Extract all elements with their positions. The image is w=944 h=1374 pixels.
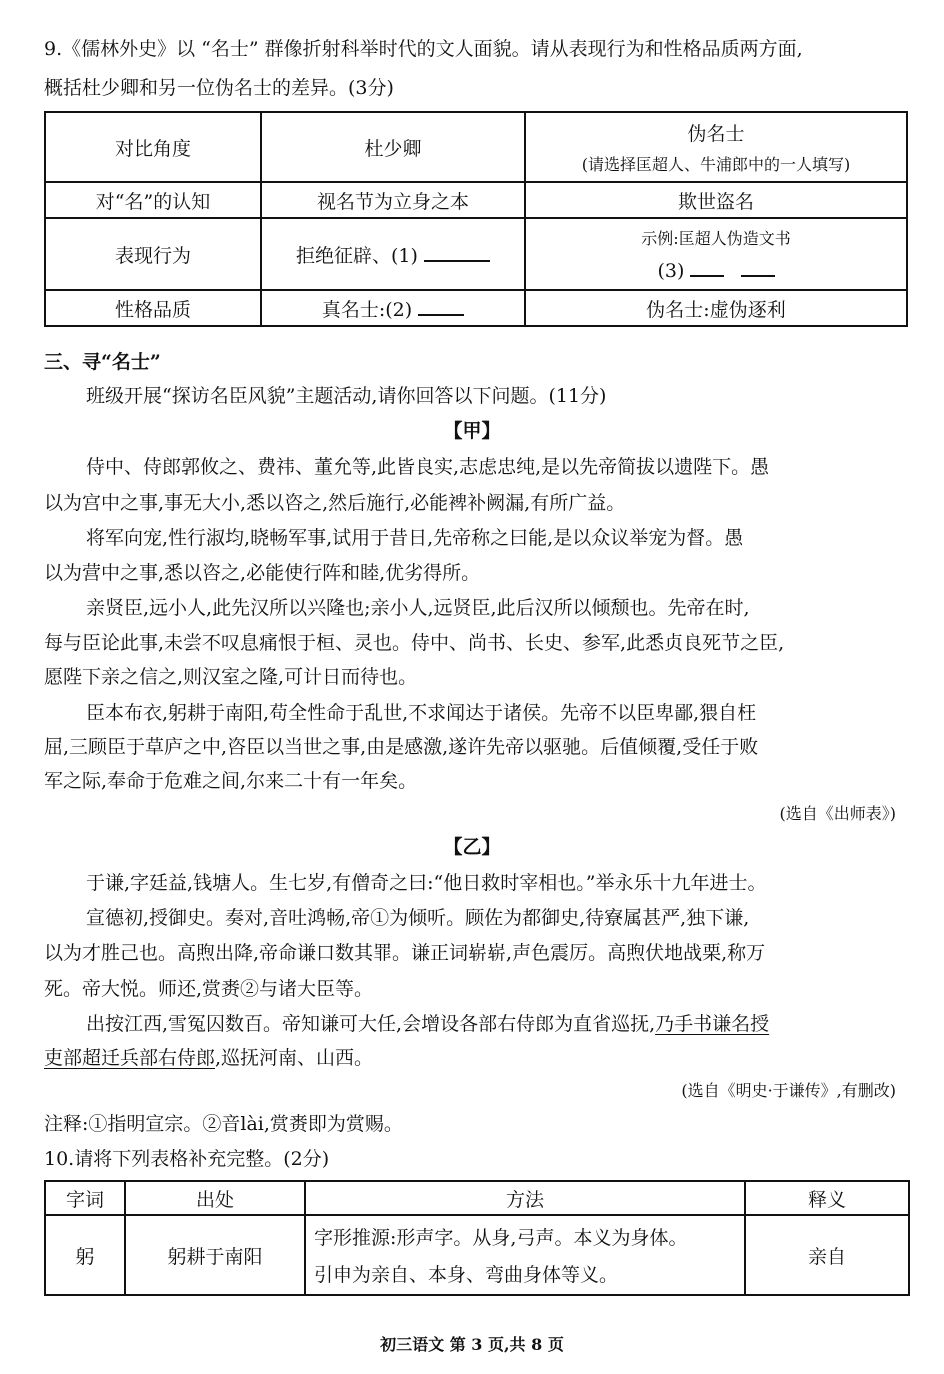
q9-row2-fake <box>525 218 907 290</box>
q10-header-source: 出处 <box>125 1181 305 1215</box>
yi-line-6-plain: ,巡抚河南、山西。 <box>215 1047 374 1069</box>
jia-heading: 【甲】 <box>443 420 501 442</box>
yi-source: (选自《明史·于谦传》,有删改) <box>681 1081 896 1100</box>
q9-header-fake-scholar <box>525 112 907 182</box>
q9-prompt-line2: 概括杜少卿和另一位伪名士的差异。(3分) <box>44 77 394 99</box>
jia-line: 以为营中之事,悉以咨之,必能使行阵和睦,优劣得所。 <box>44 562 481 584</box>
q9-header-angle: 对比角度 <box>45 112 261 182</box>
yi-line: 以为才胜己也。高煦出降,帝命谦口数其罪。谦正词崭崭,声色震厉。高煦伏地战栗,称万 <box>44 942 766 964</box>
q10-header-method: 方法 <box>305 1181 745 1215</box>
q9-row2-fake-label: (3) <box>657 260 685 282</box>
yi-line: 宣德初,授御史。奏对,音吐鸿畅,帝①为倾听。顾佐为都御史,待寮属甚严,独下谦, <box>86 907 750 929</box>
q9-comparison-table <box>44 111 908 327</box>
q9-row3-angle: 性格品质 <box>45 290 261 326</box>
q9-row2-fake-example: 示例:匡超人伪造文书 <box>641 229 791 248</box>
q10-prompt: 10.请将下列表格补充完整。(2分) <box>44 1148 330 1170</box>
q9-row3-fake: 伪名士:虚伪逐利 <box>525 290 907 326</box>
q9-row2-du-text: 拒绝征辟、(1) <box>296 244 418 267</box>
q10-method-line2: 引申为亲自、本身、弯曲身体等义。 <box>314 1264 619 1286</box>
q9-blank-2[interactable] <box>418 296 464 316</box>
q9-header-dushaoqing: 杜少卿 <box>261 112 525 182</box>
yi-line-5-plain: 出按江西,雪冤囚数百。帝知谦可大任,会增设各部右侍郎为直省巡抚, <box>86 1013 656 1035</box>
yi-line-5 <box>86 1011 769 1037</box>
q9-blank-3b[interactable] <box>741 257 775 277</box>
jia-line: 臣本布衣,躬耕于南阳,苟全性命于乱世,不求闻达于诸侯。先帝不以臣卑鄙,猥自枉 <box>86 702 757 724</box>
q10-header-meaning: 释义 <box>745 1181 909 1215</box>
q9-header-fake-hint: (请选择匡超人、牛浦郎中的一人填写) <box>581 155 851 174</box>
q9-row1-du: 视名节为立身之本 <box>261 182 525 218</box>
q10-header-word: 字词 <box>45 1181 125 1215</box>
annotation-notes: 注释:①指明宣宗。②音lài,赏赉即为赏赐。 <box>44 1113 403 1135</box>
jia-line: 亲贤臣,远小人,此先汉所以兴隆也;亲小人,远贤臣,此后汉所以倾颓也。先帝在时, <box>86 597 750 619</box>
yi-line: 死。帝大悦。师还,赏赉②与诸大臣等。 <box>44 978 374 1000</box>
yi-heading: 【乙】 <box>443 836 501 858</box>
jia-line: 屈,三顾臣于草庐之中,咨臣以当世之事,由是感激,遂许先帝以驱驰。后值倾覆,受任于败 <box>44 736 759 758</box>
jia-line: 军之际,奉命于危难之间,尔来二十有一年矣。 <box>44 770 418 792</box>
q10-cell-meaning: 亲自 <box>745 1215 909 1295</box>
q9-header-fake-title: 伪名士 <box>687 123 745 145</box>
q9-prompt-line1: 9.《儒林外史》以 “名士” 群像折射科举时代的文人面貌。请从表现行为和性格品质两方面, <box>44 38 803 60</box>
jia-line: 侍中、侍郎郭攸之、费祎、董允等,此皆良实,志虑忠纯,是以先帝简拔以遗陛下。愚 <box>86 456 770 478</box>
q10-cell-source: 躬耕于南阳 <box>125 1215 305 1295</box>
q9-row2-du <box>261 218 525 290</box>
q9-blank-3a[interactable] <box>690 257 724 277</box>
section3-intro: 班级开展“探访名臣风貌”主题活动,请你回答以下问题。(11分) <box>86 385 607 407</box>
q9-row1-fake: 欺世盗名 <box>525 182 907 218</box>
q9-row3-du-text: 真名士:(2) <box>321 298 413 321</box>
q9-row1-angle: 对“名”的认知 <box>45 182 261 218</box>
jia-source: (选自《出师表》) <box>779 804 896 823</box>
yi-line: 于谦,字廷益,钱塘人。生七岁,有僧奇之曰:“他日救时宰相也。”举永乐十九年进士。 <box>86 872 767 894</box>
q9-blank-1[interactable] <box>424 242 490 262</box>
q9-row3-du <box>261 290 525 326</box>
jia-line: 以为宫中之事,事无大小,悉以咨之,然后施行,必能裨补阙漏,有所广益。 <box>44 492 626 514</box>
q10-method-line1: 字形推源:形声字。从身,弓声。本义为身体。 <box>314 1227 688 1249</box>
jia-line: 愿陛下亲之信之,则汉室之隆,可计日而待也。 <box>44 666 418 688</box>
q10-table <box>44 1180 910 1296</box>
q10-cell-word: 躬 <box>45 1215 125 1295</box>
section3-title: 三、寻“名士” <box>44 351 161 373</box>
yi-underlined-sentence-part2: 吏部超迁兵部右侍郎 <box>44 1047 216 1069</box>
jia-line: 将军向宠,性行淑均,晓畅军事,试用于昔日,先帝称之曰能,是以众议举宠为督。愚 <box>86 527 744 549</box>
yi-underlined-sentence-part1: 乃手书谦名授 <box>655 1013 770 1035</box>
yi-line-6 <box>44 1045 373 1071</box>
jia-line: 每与臣论此事,未尝不叹息痛恨于桓、灵也。侍中、尚书、长史、参军,此悉贞良死节之臣, <box>44 632 785 654</box>
page-footer: 初三语文 第 3 页,共 8 页 <box>380 1335 564 1354</box>
q9-row2-angle: 表现行为 <box>45 218 261 290</box>
q10-cell-method <box>305 1215 745 1295</box>
